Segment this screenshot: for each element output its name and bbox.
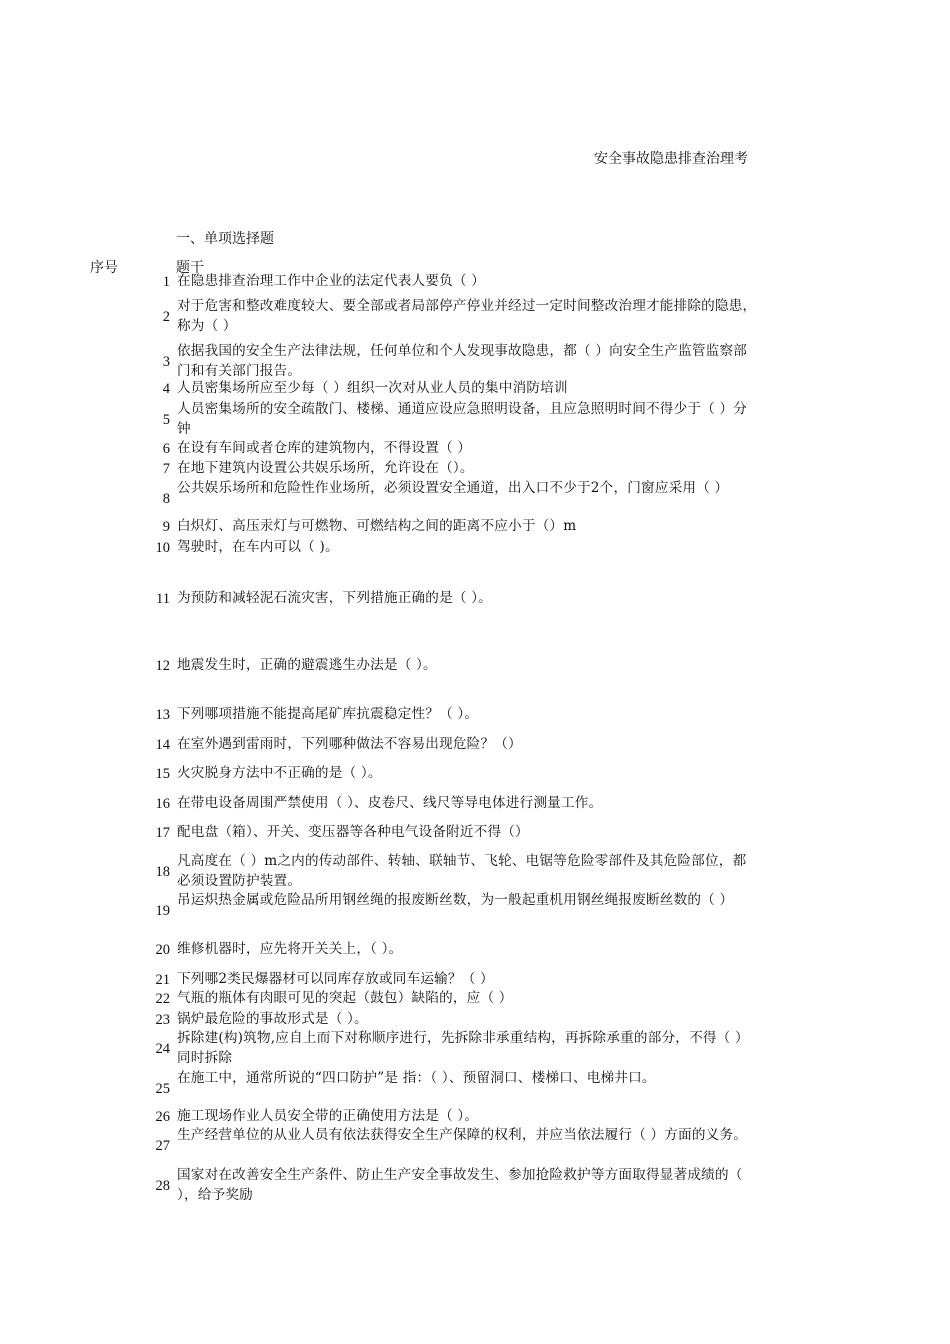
question-number: 20 (155, 942, 170, 958)
question-number: 24 (155, 1041, 170, 1057)
question-number: 25 (155, 1081, 170, 1097)
question-stem: 下列哪项措施不能提高尾矿库抗震稳定性？（ ）。 (177, 706, 479, 722)
question-stem: 公共娱乐场所和危险性作业场所，必须设置安全通道，出入口不少于2个，门窗应采用（ ） (177, 480, 729, 496)
question-number: 12 (155, 658, 170, 674)
question-stem: 人员密集场所应至少每（ ）组织一次对从业人员的集中消防培训 (177, 380, 568, 396)
question-stem: 驾驶时，在车内可以（ )。 (177, 539, 339, 555)
question-number: 21 (155, 972, 170, 988)
question-stem: 气瓶的瓶体有肉眼可见的突起（鼓包）缺陷的，应（ ） (177, 990, 513, 1006)
question-stem: 国家对在改善安全生产条件、防止生产安全事故发生、参加抢险救护等方面取得显著成绩的（ ），给予奖励 (177, 1167, 743, 1203)
question-number: 19 (155, 903, 170, 919)
question-stem: 维修机器时，应先将开关关上，（ ）。 (177, 941, 403, 957)
question-stem: 凡高度在（ ）m之内的传动部件、转轴、联轴节、飞轮、电锯等危险零部件及其危险部位，都必须设置防护装置。 (177, 853, 747, 889)
question-number: 8 (162, 491, 170, 507)
question-stem: 在施工中，通常所说的“四口防护”是 指：（ ）、预留洞口、楼梯口、电梯井口。 (177, 1070, 656, 1086)
question-stem: 锅炉最危险的事故形式是（ ）。 (177, 1011, 368, 1027)
column-header-number: 序号 (90, 260, 118, 276)
question-stem: 在带电设备周围严禁使用（ ）、皮卷尺、线尺等导电体进行测量工作。 (177, 795, 603, 811)
question-number: 28 (155, 1178, 170, 1194)
question-number: 15 (155, 766, 170, 782)
question-number: 17 (155, 825, 170, 841)
question-stem: 对于危害和整改难度较大、要全部或者局部停产停业并经过一定时间整改治理才能排除的隐患，称为（ ） (177, 298, 757, 334)
section-heading: 一、单项选择题 (176, 231, 274, 247)
question-stem: 下列哪2类民爆器材可以同库存放或同车运输？（ ） (177, 971, 494, 987)
question-number: 23 (155, 1012, 170, 1028)
question-number: 2 (162, 309, 170, 325)
question-stem: 人员密集场所的安全疏散门、楼梯、通道应设应急照明设备，且应急照明时间不得少于（ ）分钟 (177, 401, 748, 437)
question-number: 22 (155, 991, 170, 1007)
question-stem: 配电盘（箱）、开关、变压器等各种电气设备附近不得（） (177, 824, 529, 840)
question-number: 7 (162, 461, 170, 477)
question-stem: 在设有车间或者仓库的建筑物内，不得设置（ ） (177, 440, 472, 456)
question-stem: 在隐患排查治理工作中企业的法定代表人要负（ ） (177, 273, 485, 289)
question-stem: 在室外遇到雷雨时，下列哪种做法不容易出现危险？（） (177, 736, 522, 752)
question-stem: 地震发生时，正确的避震逃生办法是（ ）。 (177, 657, 437, 673)
question-number: 18 (155, 864, 170, 880)
question-number: 4 (162, 381, 170, 397)
question-number: 9 (162, 519, 170, 535)
question-number: 26 (155, 1109, 170, 1125)
question-number: 14 (155, 737, 170, 753)
question-stem: 生产经营单位的从业人员有依法获得安全生产保障的权利，并应当依法履行（ ）方面的义务。 (177, 1127, 748, 1143)
question-stem: 拆除建(构)筑物,应自上而下对称顺序进行，先拆除非承重结构，再拆除承重的部分，不得（ ）同时拆除 (177, 1030, 749, 1066)
question-stem: 在地下建筑内设置公共娱乐场所，允许设在（）。 (177, 460, 474, 476)
question-number: 16 (155, 796, 170, 812)
column-header-stem: 题干 (176, 260, 204, 276)
question-stem: 为预防和减轻泥石流灾害，下列措施正确的是（ ）。 (177, 590, 492, 606)
question-number: 5 (162, 412, 170, 428)
document-title: 安全事故隐患排查治理考 (594, 151, 748, 167)
question-stem: 吊运炽热金属或危险品所用钢丝绳的报废断丝数，为一般起重机用钢丝绳报废断丝数的（ ） (177, 892, 734, 908)
question-number: 13 (155, 707, 170, 723)
question-stem: 白炽灯、高压汞灯与可燃物、可燃结构之间的距离不应小于（）m (177, 518, 577, 534)
question-stem: 火灾脱身方法中不正确的是（ ）。 (177, 765, 382, 781)
question-number: 6 (162, 441, 170, 457)
question-stem: 施工现场作业人员安全带的正确使用方法是（ ）。 (177, 1108, 479, 1124)
question-stem: 依据我国的安全生产法律法规，任何单位和个人发现事故隐患，都（ ）向安全生产监管监察部门和有关部门报告。 (177, 343, 748, 379)
question-number: 1 (162, 274, 170, 290)
question-number: 11 (156, 591, 170, 607)
question-number: 3 (162, 354, 170, 370)
question-number: 27 (155, 1138, 170, 1154)
question-number: 10 (155, 540, 170, 556)
